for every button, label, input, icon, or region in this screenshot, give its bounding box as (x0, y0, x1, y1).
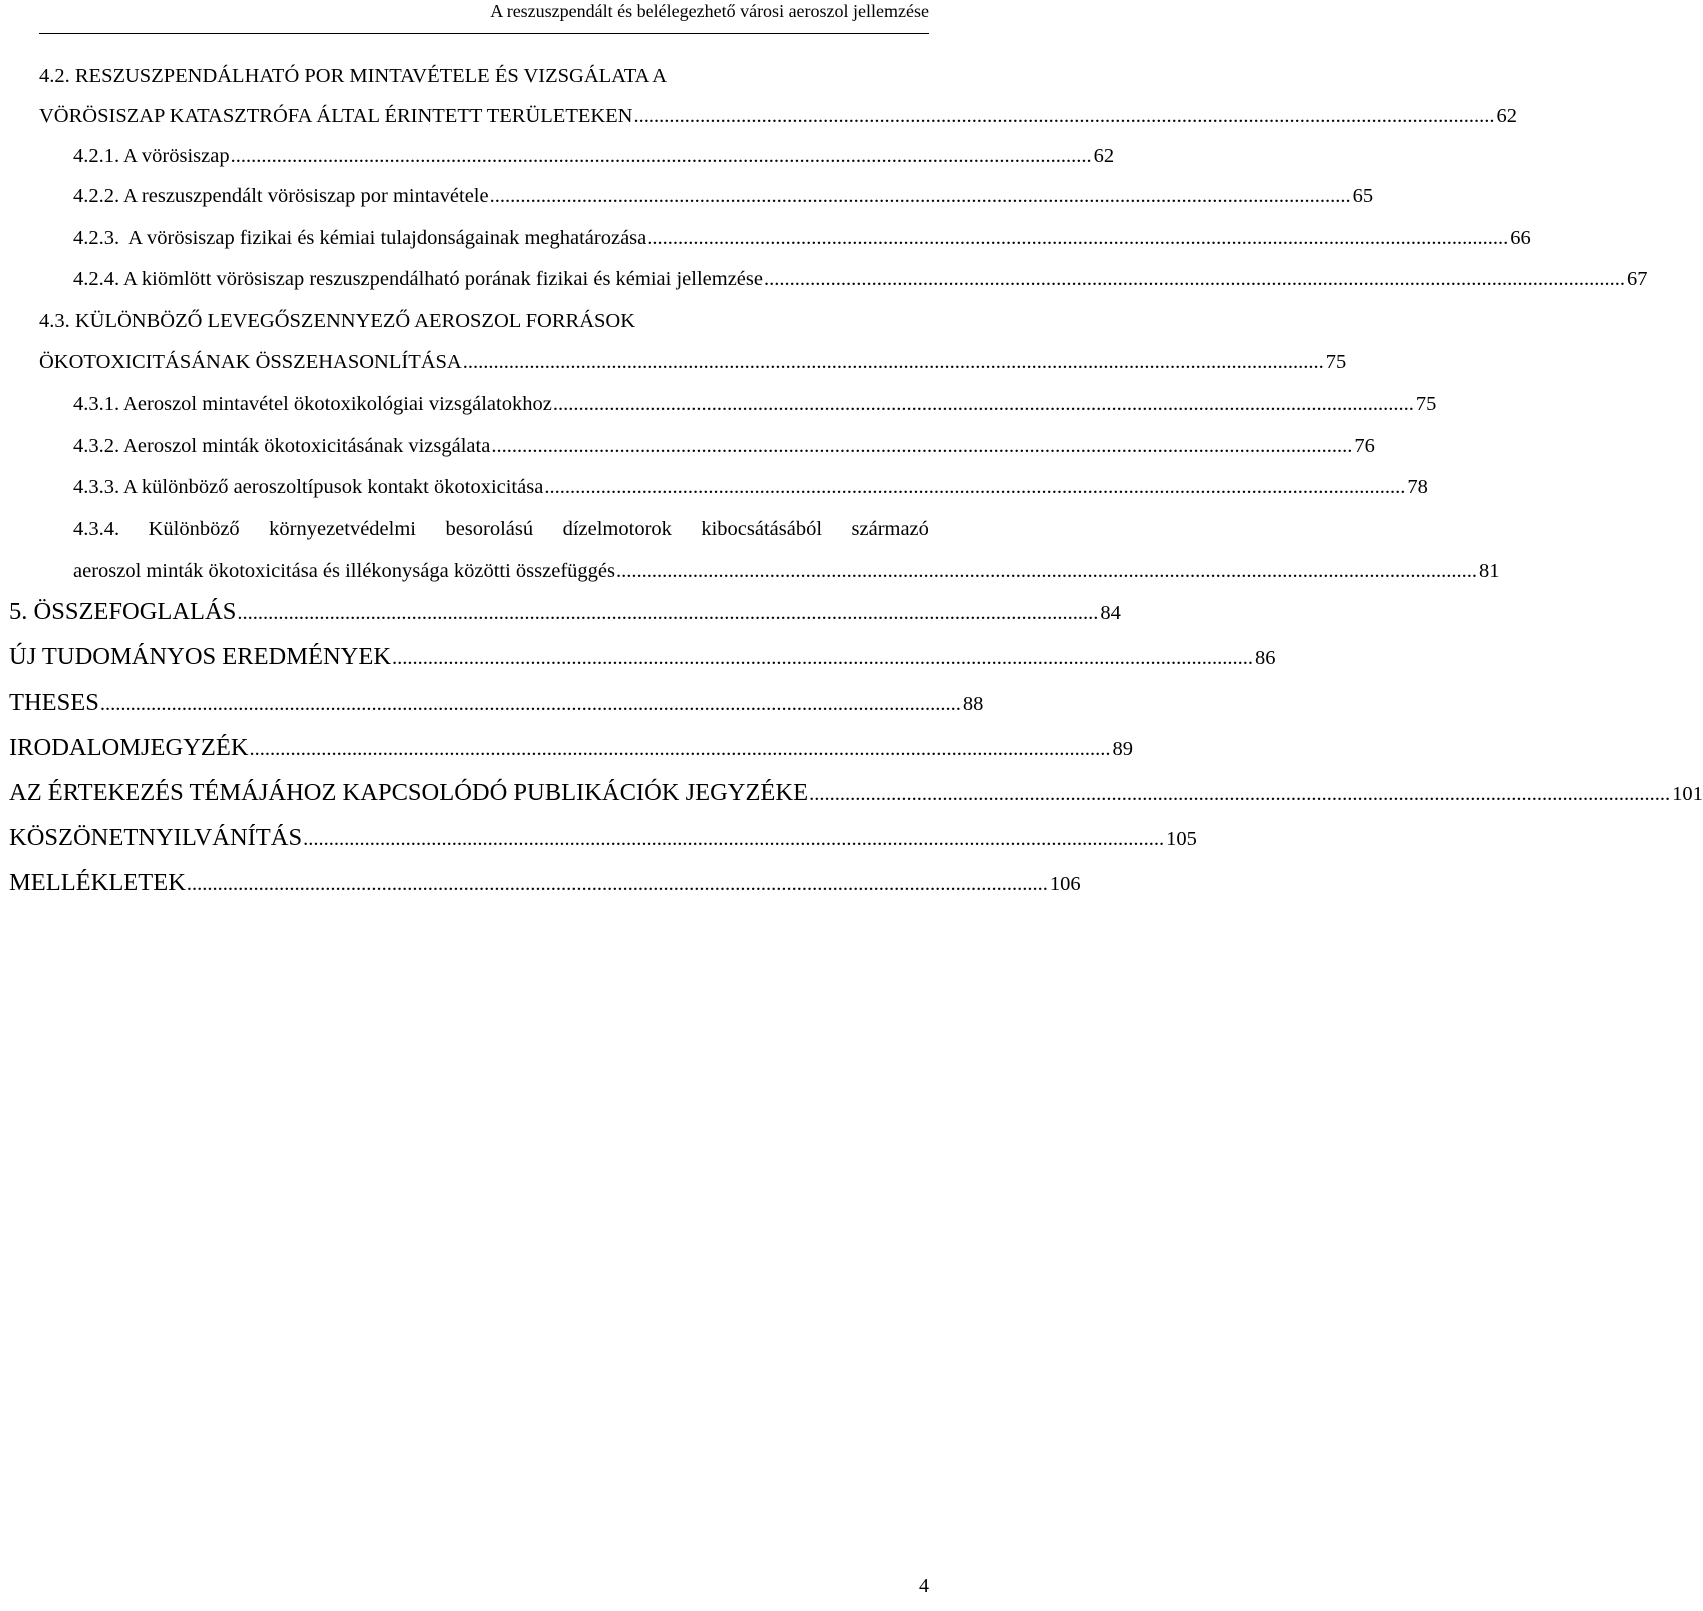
toc-entry-title: aeroszol minták ökotoxicitása és illékonysága közötti összefüggés (73, 560, 615, 582)
toc-entry-4-2-2[interactable] (73, 185, 1374, 207)
dot-leader: ........................................................................................................................................................................ (237, 602, 1099, 624)
word: származó (851, 518, 929, 540)
dot-leader: ........................................................................................................................................................................ (491, 435, 1353, 457)
toc-entry-title: 4.2.1. A vörösiszap (73, 145, 230, 167)
toc-page-number: 89 (1112, 738, 1134, 760)
dot-leader: ........................................................................................................................................................................ (615, 560, 1477, 582)
dot-leader: ........................................................................................................................................................................ (186, 873, 1048, 895)
toc-page-number: 106 (1049, 873, 1081, 895)
toc-entry-4-2-1[interactable] (73, 145, 1115, 167)
running-header: A reszuszpendált és belélegezhető városi aeroszol jellemzése (490, 1, 929, 21)
dot-leader: ........................................................................................................................................................................ (230, 145, 1092, 167)
toc-entry-title: ÖKOTOXICITÁSÁNAK ÖSSZEHASONLÍTÁSA (39, 351, 462, 373)
word: besorolású (445, 518, 534, 540)
toc-entry-title: 4.3.1. Aeroszol mintavétel ökotoxikológiai vizsgálatokhoz (73, 393, 552, 415)
toc-entry-4-3-line1[interactable]: 4.3. KÜLÖNBÖZŐ LEVEGŐSZENNYEZŐ AEROSZOL FORRÁSOK (39, 310, 636, 332)
toc-entry-title: AZ ÉRTEKEZÉS TÉMÁJÁHOZ KAPCSOLÓDÓ PUBLIKÁCIÓK JEGYZÉKE (9, 779, 809, 806)
toc-entry-publikaciok[interactable] (9, 779, 1703, 806)
toc-page-number: 84 (1100, 602, 1121, 624)
word: Különböző (148, 518, 240, 540)
toc-page-number: 65 (1352, 185, 1374, 207)
toc-entry-title: 4.3.3. A különböző aeroszoltípusok kontakt ökotoxicitása (73, 476, 544, 498)
toc-entry-title (73, 519, 929, 540)
dot-leader: ........................................................................................................................................................................ (99, 693, 961, 715)
toc-entry-title: IRODALOMJEGYZÉK (9, 734, 249, 761)
toc-entry-4-3[interactable] (39, 351, 1347, 373)
toc-entry-title: 4.2.3. A vörösiszap fizikai és kémiai tulajdonságainak meghatározása (73, 227, 647, 249)
toc-page-number: 81 (1478, 560, 1500, 582)
toc-page-number: 105 (1166, 828, 1197, 850)
toc-page-number: 78 (1407, 476, 1428, 498)
toc-entry-4-3-1[interactable] (73, 393, 1437, 415)
dot-leader: ........................................................................................................................................................................ (392, 647, 1254, 669)
toc-entry-4-3-4[interactable] (73, 560, 1500, 582)
header-rule (39, 33, 929, 34)
dot-leader: ........................................................................................................................................................................ (763, 268, 1625, 290)
toc-entry-4-2-3[interactable] (73, 227, 1531, 249)
toc-entry-koszonetnyilvanitas[interactable] (9, 824, 1197, 851)
toc-entry-title: MELLÉKLETEK (9, 869, 186, 896)
page-number: 4 (919, 1575, 929, 1597)
toc-entry-4-2[interactable] (39, 105, 1517, 127)
dot-leader: ........................................................................................................................................................................ (809, 783, 1671, 805)
toc-page-number: 101 (1672, 783, 1703, 805)
toc-entry-title: KÖSZÖNETNYILVÁNÍTÁS (9, 824, 303, 851)
dot-leader: ........................................................................................................................................................................ (633, 105, 1495, 127)
toc-page-number: 75 (1415, 393, 1437, 415)
toc-entry-title: 4.2.2. A reszuszpendált vörösiszap por mintavétele (73, 185, 489, 207)
word: környezetvédelmi (269, 518, 416, 540)
toc-entry-mellekletek[interactable] (9, 869, 1081, 896)
toc-page-number: 62 (1093, 145, 1115, 167)
word: dízelmotorok (562, 518, 672, 540)
toc-page-number: 67 (1626, 268, 1648, 290)
dot-leader: ........................................................................................................................................................................ (462, 351, 1324, 373)
toc-entry-title: 4.2.4. A kiömlött vörösiszap reszuszpendálható porának fizikai és kémiai jellemzése (73, 268, 763, 290)
toc-entry-uj-tudomanyos[interactable] (9, 643, 1276, 670)
word: 4.3.4. (73, 518, 120, 540)
dot-leader: ........................................................................................................................................................................ (544, 476, 1406, 498)
toc-page-number: 76 (1354, 435, 1375, 457)
dot-leader: ........................................................................................................................................................................ (249, 738, 1111, 760)
toc-page-number: 66 (1510, 227, 1531, 249)
dot-leader: ........................................................................................................................................................................ (303, 828, 1165, 850)
toc-entry-title: THESES (9, 689, 99, 716)
toc-entry-title: ÚJ TUDOMÁNYOS EREDMÉNYEK (9, 643, 392, 670)
toc-page-number: 86 (1255, 647, 1276, 669)
toc-page-number: 88 (962, 693, 984, 715)
toc-entry-5[interactable] (9, 598, 1121, 625)
toc-entry-theses[interactable] (9, 689, 984, 716)
toc-page-number: 62 (1496, 105, 1517, 127)
dot-leader: ........................................................................................................................................................................ (552, 393, 1414, 415)
toc-entry-4-3-3[interactable] (73, 476, 1428, 498)
toc-page-number: 75 (1325, 351, 1347, 373)
toc-entry-title: 5. ÖSSZEFOGLALÁS (9, 598, 237, 625)
toc-entry-title: 4.3.2. Aeroszol minták ökotoxicitásának vizsgálata (73, 435, 491, 457)
word: kibocsátásából (701, 518, 823, 540)
toc-entry-4-2-line1[interactable]: 4.2. RESZUSZPENDÁLHATÓ POR MINTAVÉTELE ÉS VIZSGÁLATA A (39, 65, 668, 87)
toc-entry-irodalomjegyzek[interactable] (9, 734, 1134, 761)
toc-entry-4-3-2[interactable] (73, 435, 1375, 457)
dot-leader: ........................................................................................................................................................................ (647, 227, 1509, 249)
toc-entry-title: VÖRÖSISZAP KATASZTRÓFA ÁLTAL ÉRINTETT TERÜLETEKEN (39, 105, 633, 127)
toc-entry-4-2-4[interactable] (73, 268, 1648, 290)
dot-leader: ........................................................................................................................................................................ (489, 185, 1351, 207)
toc-entry-4-3-4-line1[interactable] (73, 519, 929, 540)
